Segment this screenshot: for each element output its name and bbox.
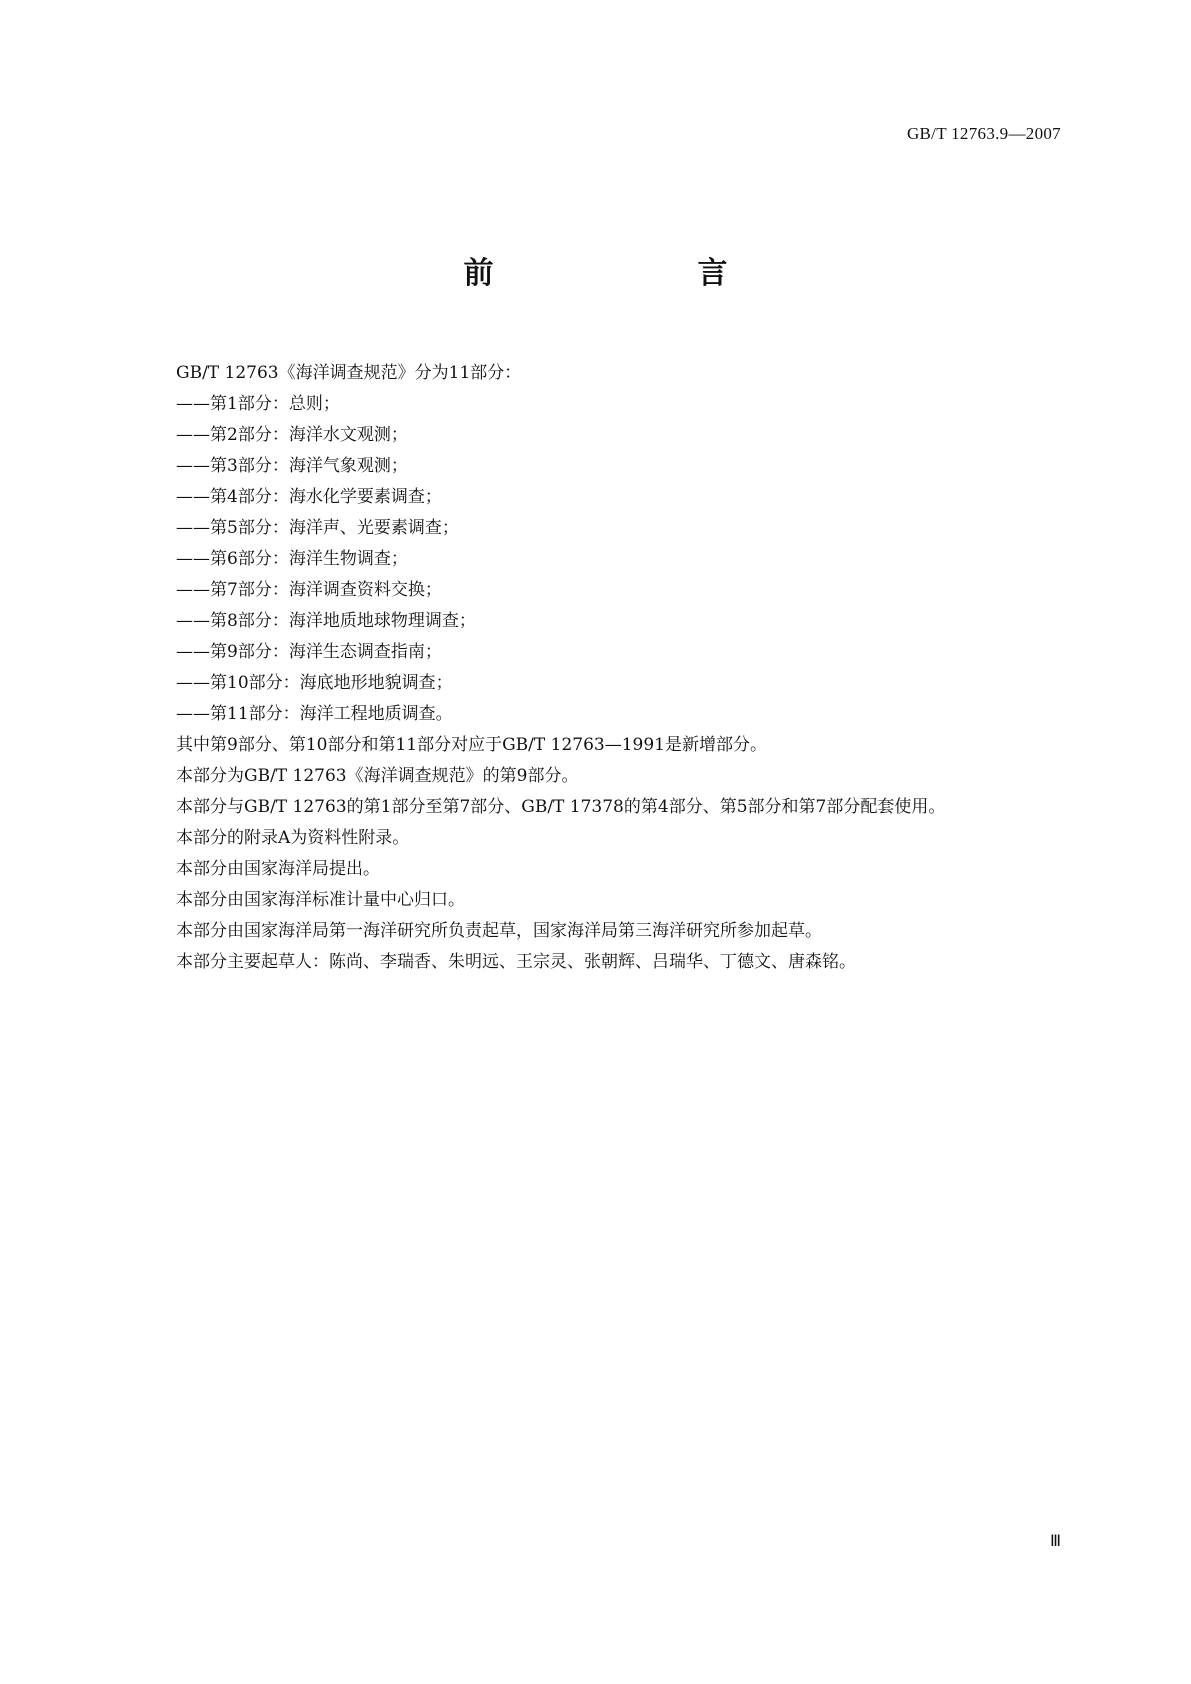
list-item: ——第2部分：海洋水文观测； [176, 425, 408, 445]
standard-code: GB/T 12763.9—2007 [906, 124, 1061, 143]
list-item: ——第6部分：海洋生物调查； [176, 549, 408, 569]
paragraph-part-identity: 本部分为GB/T 12763《海洋调查规范》的第9部分。 [176, 766, 579, 786]
parts-list [130, 389, 1062, 730]
list-item: ——第8部分：海洋地质地球物理调查； [176, 611, 476, 631]
paragraph-proposer: 本部分由国家海洋局提出。 [176, 859, 380, 879]
list-item: ——第5部分：海洋声、光要素调查； [176, 518, 459, 538]
page-title: 前 言 [463, 256, 776, 292]
list-item: ——第3部分：海洋气象观测； [176, 456, 408, 476]
list-item: ——第11部分：海洋工程地质调查。 [176, 704, 453, 724]
document-body [130, 358, 1062, 978]
paragraph-drafters: 本部分主要起草人：陈尚、李瑞香、朱明远、王宗灵、张朝辉、吕瑞华、丁德文、唐森铭。 [176, 952, 856, 972]
list-item: ——第4部分：海水化学要素调查； [176, 487, 442, 507]
paragraph-annex: 本部分的附录A为资料性附录。 [176, 828, 410, 848]
paragraph-centralized: 本部分由国家海洋标准计量中心归口。 [176, 890, 465, 910]
paragraph-new-parts: 其中第9部分、第10部分和第11部分对应于GB/T 12763—1991是新增部分。 [176, 735, 767, 755]
page-number: Ⅲ [1049, 1533, 1061, 1550]
paragraph-related-standards: 本部分与GB/T 12763的第1部分至第7部分、GB/T 17378的第4部分、第5部分和第7部分配套使用。 [176, 797, 946, 817]
list-item: ——第9部分：海洋生态调查指南； [176, 642, 442, 662]
list-item: ——第7部分：海洋调查资料交换； [176, 580, 442, 600]
paragraph-drafting-org: 本部分由国家海洋局第一海洋研究所负责起草，国家海洋局第三海洋研究所参加起草。 [176, 921, 822, 941]
intro-paragraph: GB/T 12763《海洋调查规范》分为11部分： [176, 363, 522, 383]
list-item: ——第1部分：总则； [176, 394, 340, 414]
list-item: ——第10部分：海底地形地貌调查； [176, 673, 453, 693]
